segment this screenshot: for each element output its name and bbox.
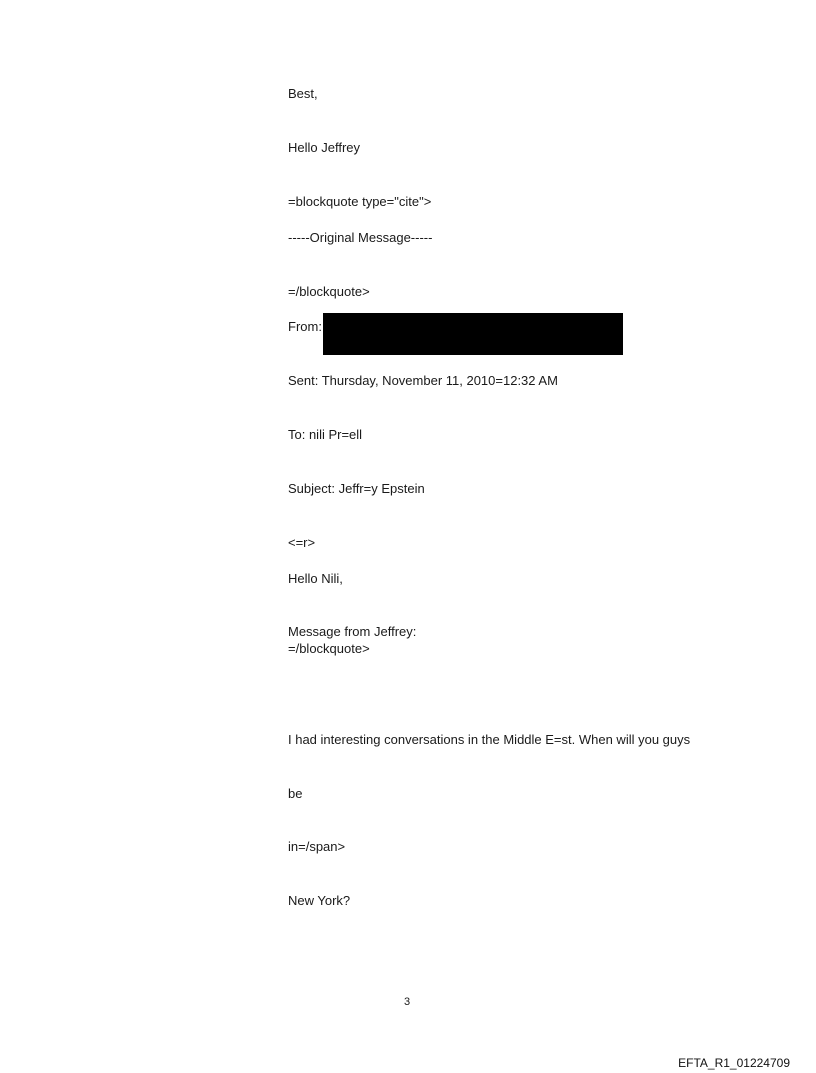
- body-line-1: I had interesting conversations in the Middle E=st. When will you guys: [288, 732, 691, 747]
- body-line-4: New York?: [288, 893, 351, 908]
- greeting-nili: Hello Nili,: [288, 571, 343, 586]
- from-label: From:: [288, 319, 322, 334]
- br-tag-line: <=r>: [288, 535, 316, 550]
- original-message-header: -----Original Message-----: [288, 230, 433, 245]
- body-line-3: in=/span>: [288, 839, 346, 854]
- closing-line: Best,: [288, 86, 318, 101]
- to-line: To: nili Pr=ell: [288, 427, 363, 442]
- blockquote-close-tag: =/blockquote>: [288, 284, 370, 299]
- blockquote-close-tag-2: =/blockquote>: [288, 641, 370, 656]
- page-number: 3: [404, 996, 411, 1008]
- sent-line: Sent: Thursday, November 11, 2010=12:32 AM: [288, 373, 558, 388]
- subject-line: Subject: Jeffr=y Epstein: [288, 481, 425, 496]
- redaction-box: [323, 313, 623, 355]
- blockquote-open-tag: =blockquote type="cite">: [288, 194, 432, 209]
- greeting-jeffrey: Hello Jeffrey: [288, 140, 361, 155]
- body-line-2: be: [288, 786, 303, 801]
- bates-number: EFTA_R1_01224709: [678, 1056, 790, 1070]
- message-from-line: Message from Jeffrey:: [288, 624, 417, 639]
